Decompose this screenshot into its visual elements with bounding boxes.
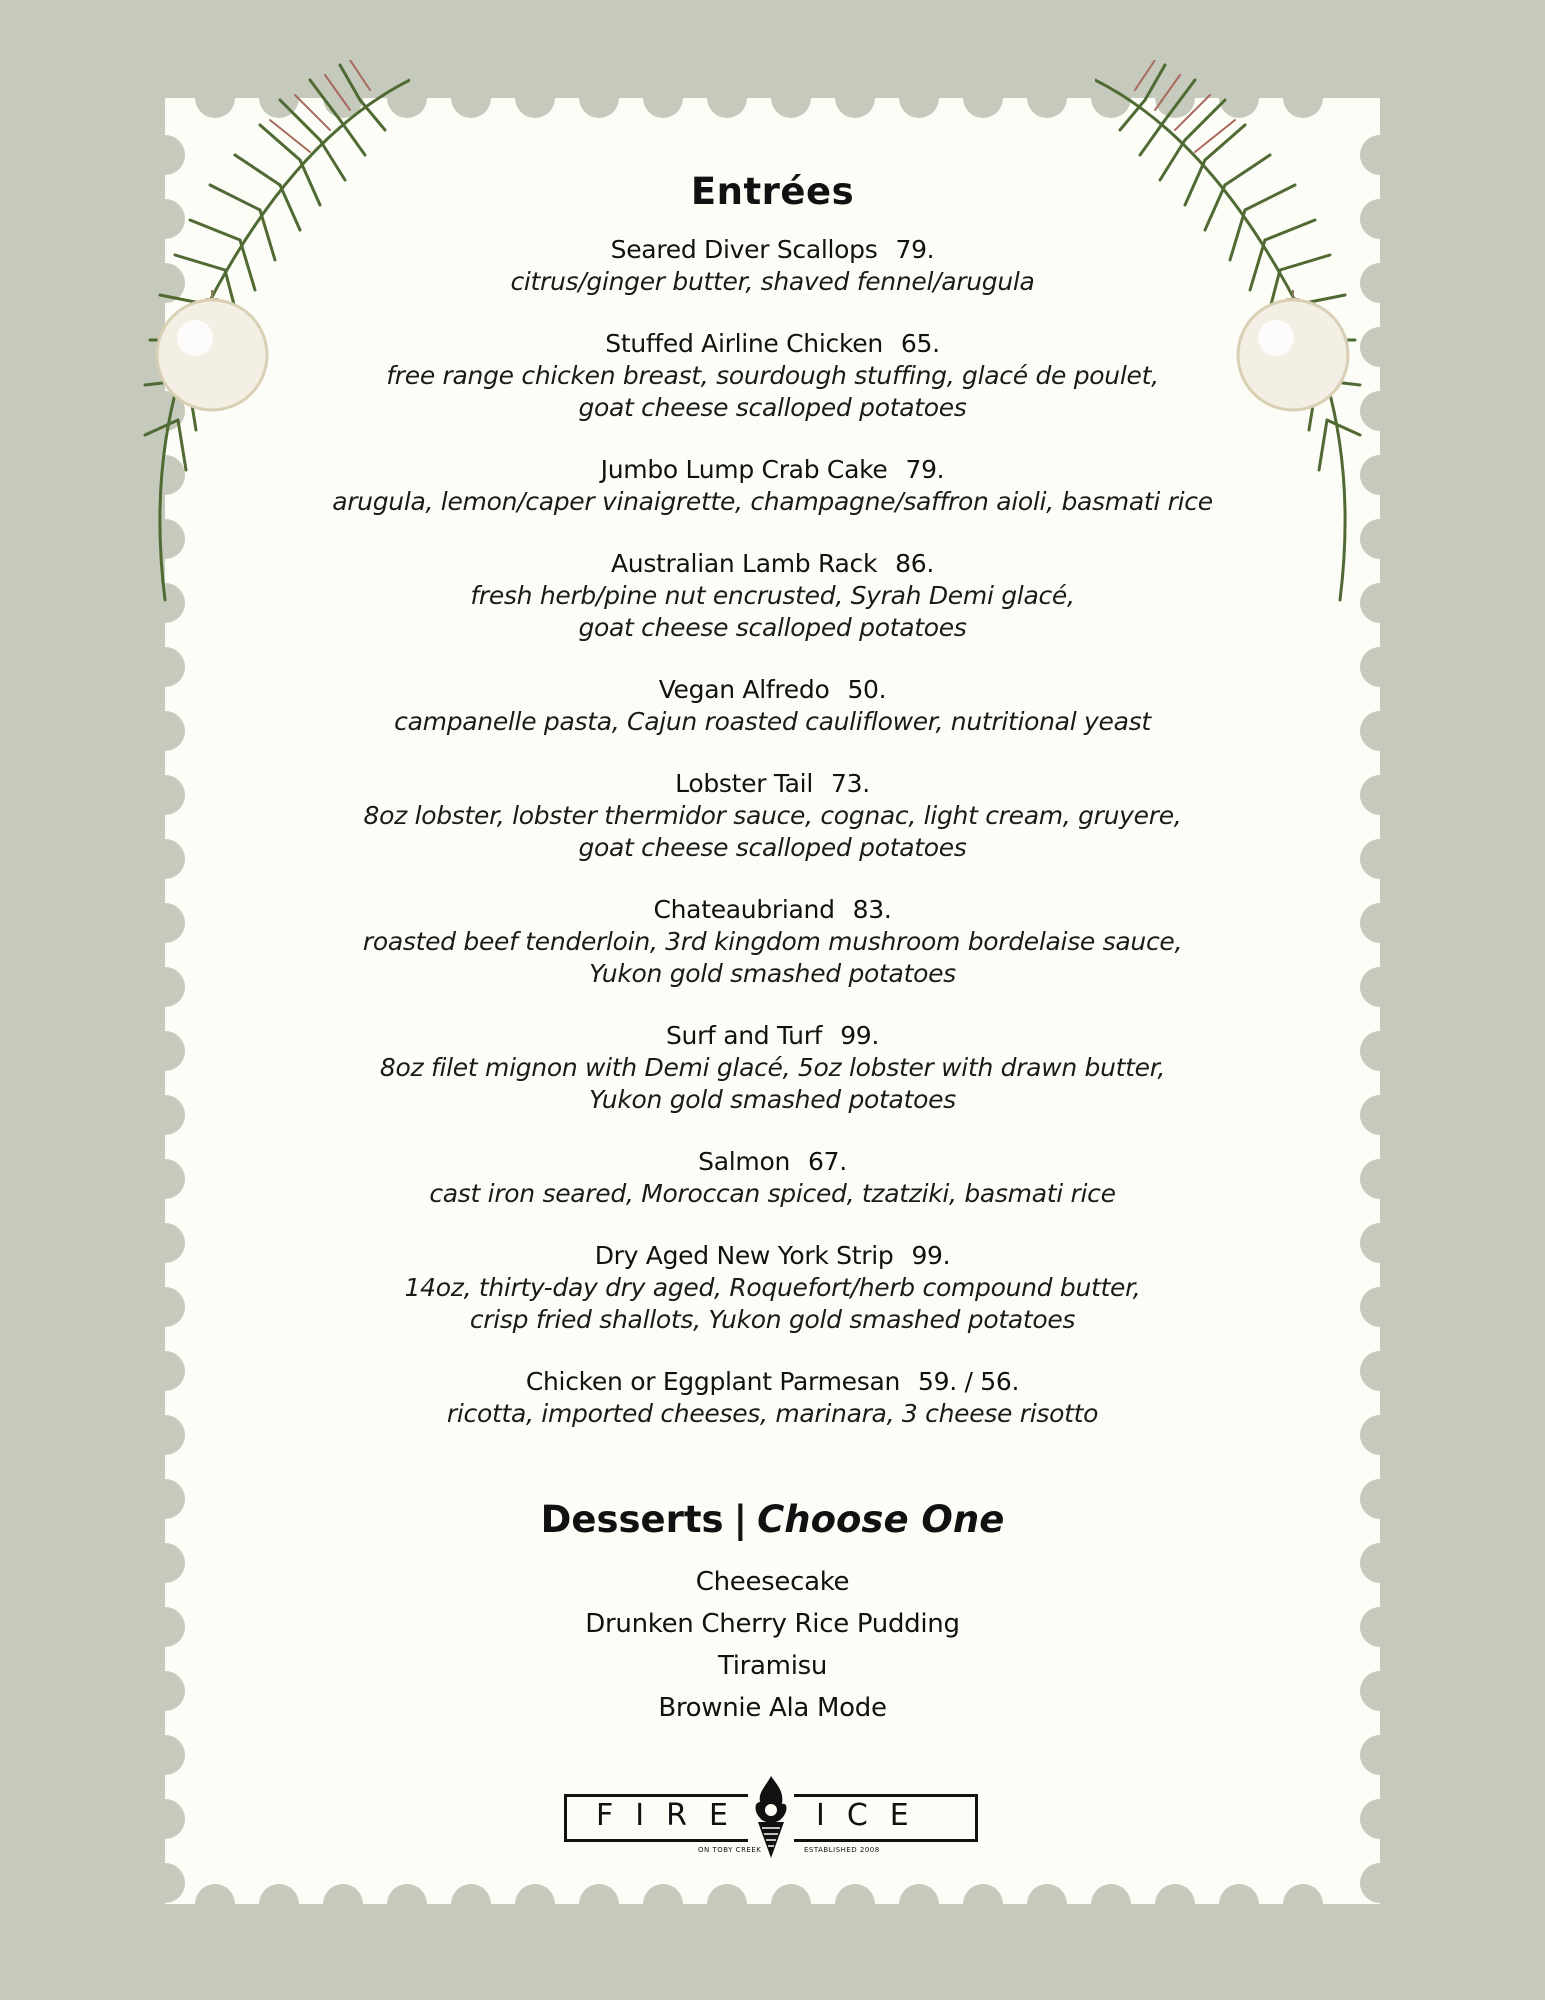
menu-item-name: Stuffed Airline Chicken [605, 329, 883, 358]
menu-item [165, 767, 1380, 864]
menu-item-name: Dry Aged New York Strip [594, 1241, 894, 1270]
menu-item-description-line: ricotta, imported cheeses, marinara, 3 cheese risotto [446, 1399, 1099, 1428]
fire-and-ice-logo [562, 1772, 982, 1862]
dessert-item: Drunken Cherry Rice Pudding [585, 1609, 960, 1639]
menu-item-price: 99. [911, 1241, 951, 1270]
menu-item-price: 73. [830, 769, 870, 798]
logo-word-ice: ICE [816, 1798, 931, 1833]
menu-item-description-line: Yukon gold smashed potatoes [589, 959, 956, 988]
dessert-item: Brownie Ala Mode [658, 1693, 887, 1723]
menu-item-heading [165, 767, 1380, 800]
entree-list [165, 233, 1380, 1430]
desserts-title [165, 1498, 1380, 1541]
menu-item-name: Chateaubriand [653, 895, 835, 924]
logo-word-fire: FIRE [596, 1798, 750, 1833]
menu-item-heading [165, 233, 1380, 266]
menu-item-price: 99. [840, 1021, 880, 1050]
menu-item-name: Jumbo Lump Crab Cake [600, 455, 888, 484]
menu-item-heading [165, 327, 1380, 360]
dessert-item: Cheesecake [695, 1567, 850, 1597]
desserts-title-subtitle: Choose One [757, 1498, 1005, 1541]
menu-item-description [165, 486, 1380, 518]
menu-item-price: 50. [847, 675, 887, 704]
menu-item-price: 79. [905, 455, 945, 484]
dessert-list [165, 1561, 1380, 1729]
menu-item-description [165, 706, 1380, 738]
menu-item-description-line: free range chicken breast, sourdough stuffing, glacé de poulet, [386, 361, 1159, 390]
menu-item-description-line: cast iron seared, Moroccan spiced, tzatziki, basmati rice [429, 1179, 1116, 1208]
menu-item [165, 233, 1380, 298]
menu-item-name: Seared Diver Scallops [610, 235, 878, 264]
menu-item-heading [165, 1019, 1380, 1052]
menu-item [165, 893, 1380, 990]
menu-item-description [165, 266, 1380, 298]
menu-item-name: Chicken or Eggplant Parmesan [525, 1367, 901, 1396]
menu-item-price: 79. [895, 235, 935, 264]
menu-item-heading [165, 893, 1380, 926]
menu-item-description [165, 926, 1380, 990]
menu-item-description-line: crisp fried shallots, Yukon gold smashed potatoes [469, 1305, 1076, 1334]
menu-item [165, 453, 1380, 518]
menu-item-description-line: goat cheese scalloped potatoes [578, 393, 967, 422]
dessert-item: Tiramisu [717, 1651, 828, 1681]
entrees-title: Entrées [690, 170, 855, 213]
menu-item-price: 65. [900, 329, 940, 358]
menu-item-description-line: Yukon gold smashed potatoes [589, 1085, 956, 1114]
desserts-title-separator: | [733, 1498, 748, 1541]
menu-item-description [165, 360, 1380, 424]
menu-item-name: Australian Lamb Rack [610, 549, 878, 578]
menu-item [165, 1365, 1380, 1430]
menu-item-heading [165, 673, 1380, 706]
logo-tagline-right: ESTABLISHED 2008 [804, 1846, 880, 1854]
menu-content [165, 160, 1380, 1729]
menu-item [165, 673, 1380, 738]
menu-item-description [165, 1052, 1380, 1116]
menu-item [165, 547, 1380, 644]
logo-tagline-left: ON TOBY CREEK [698, 1846, 762, 1854]
menu-item-description-line: arugula, lemon/caper vinaigrette, champagne/saffron aioli, basmati rice [332, 487, 1213, 516]
menu-item-description [165, 800, 1380, 864]
menu-item-description [165, 1178, 1380, 1210]
menu-item-price: 59. / 56. [918, 1367, 1020, 1396]
menu-item-description-line: 8oz lobster, lobster thermidor sauce, cognac, light cream, gruyere, [363, 801, 1182, 830]
menu-item [165, 1019, 1380, 1116]
menu-item-description-line: campanelle pasta, Cajun roasted cauliflower, nutritional yeast [394, 707, 1151, 736]
menu-item-heading [165, 1145, 1380, 1178]
menu-item-name: Salmon [698, 1147, 790, 1176]
menu-item-price: 83. [852, 895, 892, 924]
menu-item-description-line: 14oz, thirty-day dry aged, Roquefort/herb compound butter, [404, 1273, 1141, 1302]
menu-item-heading [165, 453, 1380, 486]
menu-item-name: Vegan Alfredo [658, 675, 830, 704]
menu-item-description-line: 8oz filet mignon with Demi glacé, 5oz lobster with drawn butter, [379, 1053, 1166, 1082]
desserts-title-main: Desserts [540, 1498, 724, 1541]
menu-item-description [165, 1398, 1380, 1430]
menu-item [165, 1145, 1380, 1210]
menu-item [165, 327, 1380, 424]
menu-item-description [165, 1272, 1380, 1336]
menu-item-heading [165, 1239, 1380, 1272]
menu-item-heading [165, 547, 1380, 580]
menu-item-description [165, 580, 1380, 644]
menu-item [165, 1239, 1380, 1336]
menu-item-description-line: goat cheese scalloped potatoes [578, 833, 967, 862]
menu-item-name: Surf and Turf [665, 1021, 823, 1050]
menu-item-description-line: citrus/ginger butter, shaved fennel/arugula [510, 267, 1035, 296]
menu-item-heading [165, 1365, 1380, 1398]
menu-item-description-line: roasted beef tenderloin, 3rd kingdom mushroom bordelaise sauce, [362, 927, 1183, 956]
menu-item-description-line: fresh herb/pine nut encrusted, Syrah Demi glacé, [470, 581, 1075, 610]
menu-item-name: Lobster Tail [675, 769, 813, 798]
menu-item-price: 67. [807, 1147, 847, 1176]
menu-item-description-line: goat cheese scalloped potatoes [578, 613, 967, 642]
menu-item-price: 86. [895, 549, 934, 578]
